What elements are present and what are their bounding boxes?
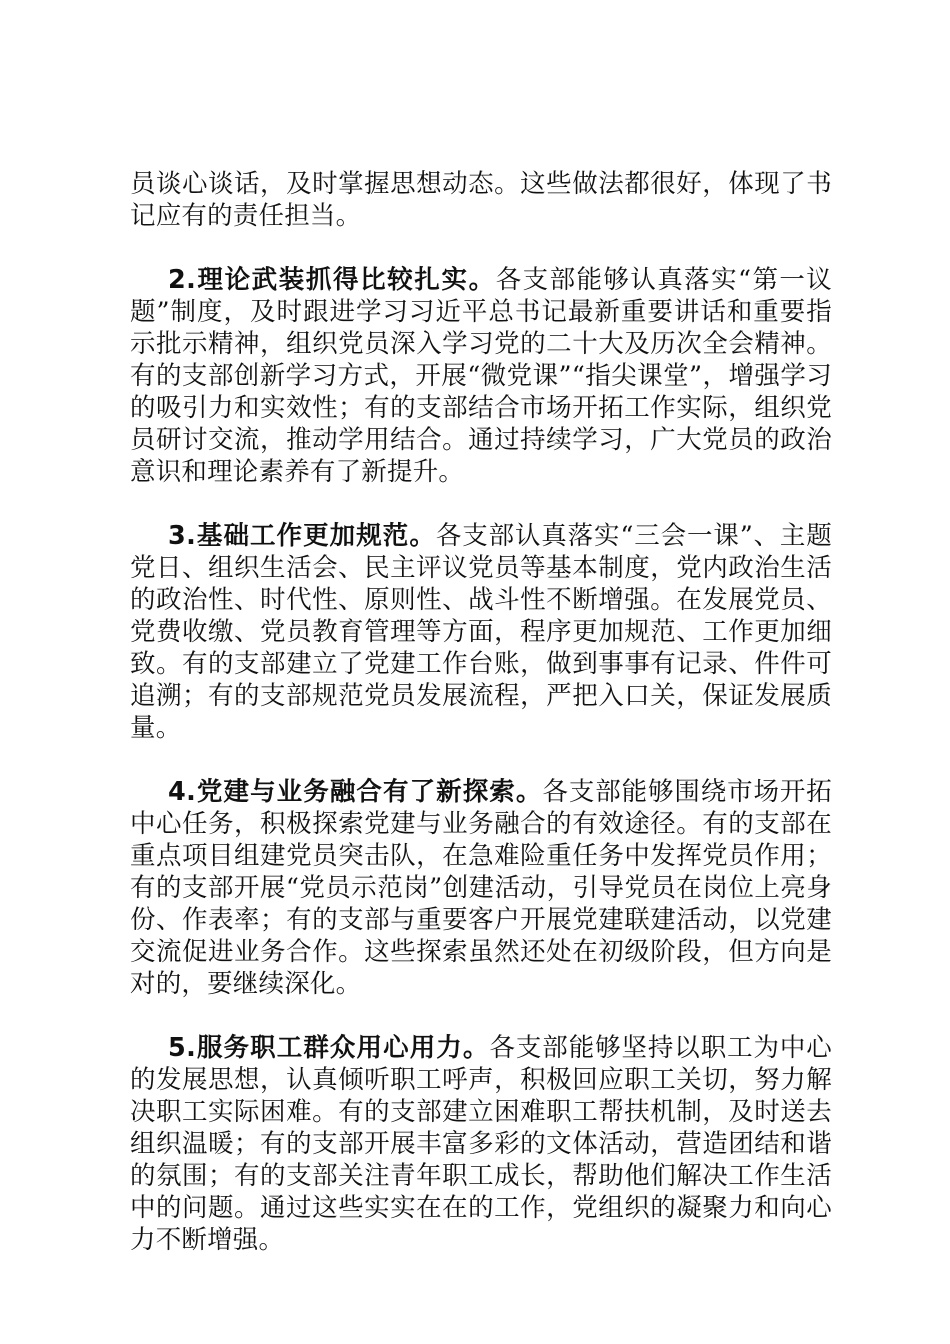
paragraph-heading: 2.理论武装抓得比较扎实。 (168, 265, 496, 295)
document-body (130, 168, 832, 1288)
paragraph-text: 各支部认真落实“三会一课”、主题党日、组织生活会、民主评议党员等基本制度，党内政治生活的政治性、时代性、原则性、战斗性不断增强。在发展党员、党费收缴、党员教育管理等方面，程序更加规范、工作更加细致。有的支部建立了党建工作台账，做到事事有记录、件件可追溯；有的支部规范党员发展流程，严把入口关，保证发展质量。 (130, 521, 832, 743)
paragraph-continuation (130, 168, 832, 232)
paragraph-basic-work (130, 520, 832, 744)
paragraph-heading: 5.服务职工群众用心用力。 (168, 1033, 490, 1063)
paragraph-text: 各支部能够坚持以职工为中心的发展思想，认真倾听职工呼声，积极回应职工关切，努力解决职工实际困难。有的支部建立困难职工帮扶机制，及时送去组织温暖；有的支部开展丰富多彩的文体活动，营造团结和谐的氛围；有的支部关注青年职工成长，帮助他们解决工作生活中的问题。通过这些实实在在的工作，党组织的凝聚力和向心力不断增强。 (130, 1033, 832, 1255)
paragraph-theory-study (130, 264, 832, 488)
paragraph-text: 员谈心谈话，及时掌握思想动态。这些做法都很好，体现了书记应有的责任担当。 (130, 169, 832, 231)
paragraph-text: 各支部能够认真落实“第一议题”制度，及时跟进学习习近平总书记最新重要讲话和重要指示批示精神，组织党员深入学习党的二十大及历次全会精神。有的支部创新学习方式，开展“微党课”“指尖课堂”，增强学习的吸引力和实效性；有的支部结合市场开拓工作实际，组织党员研讨交流，推动学用结合。通过持续学习，广大党员的政治意识和理论素养有了新提升。 (130, 265, 832, 487)
paragraph-text: 各支部能够围绕市场开拓中心任务，积极探索党建与业务融合的有效途径。有的支部在重点项目组建党员突击队，在急难险重任务中发挥党员作用；有的支部开展“党员示范岗”创建活动，引导党员在岗位上亮身份、作表率；有的支部与重要客户开展党建联建活动，以党建交流促进业务合作。这些探索虽然还处在初级阶段，但方向是对的，要继续深化。 (130, 777, 833, 999)
paragraph-integration (130, 776, 832, 1000)
paragraph-heading: 4.党建与业务融合有了新探索。 (168, 777, 543, 807)
paragraph-heading: 3.基础工作更加规范。 (168, 521, 436, 551)
paragraph-serve-staff (130, 1032, 832, 1256)
